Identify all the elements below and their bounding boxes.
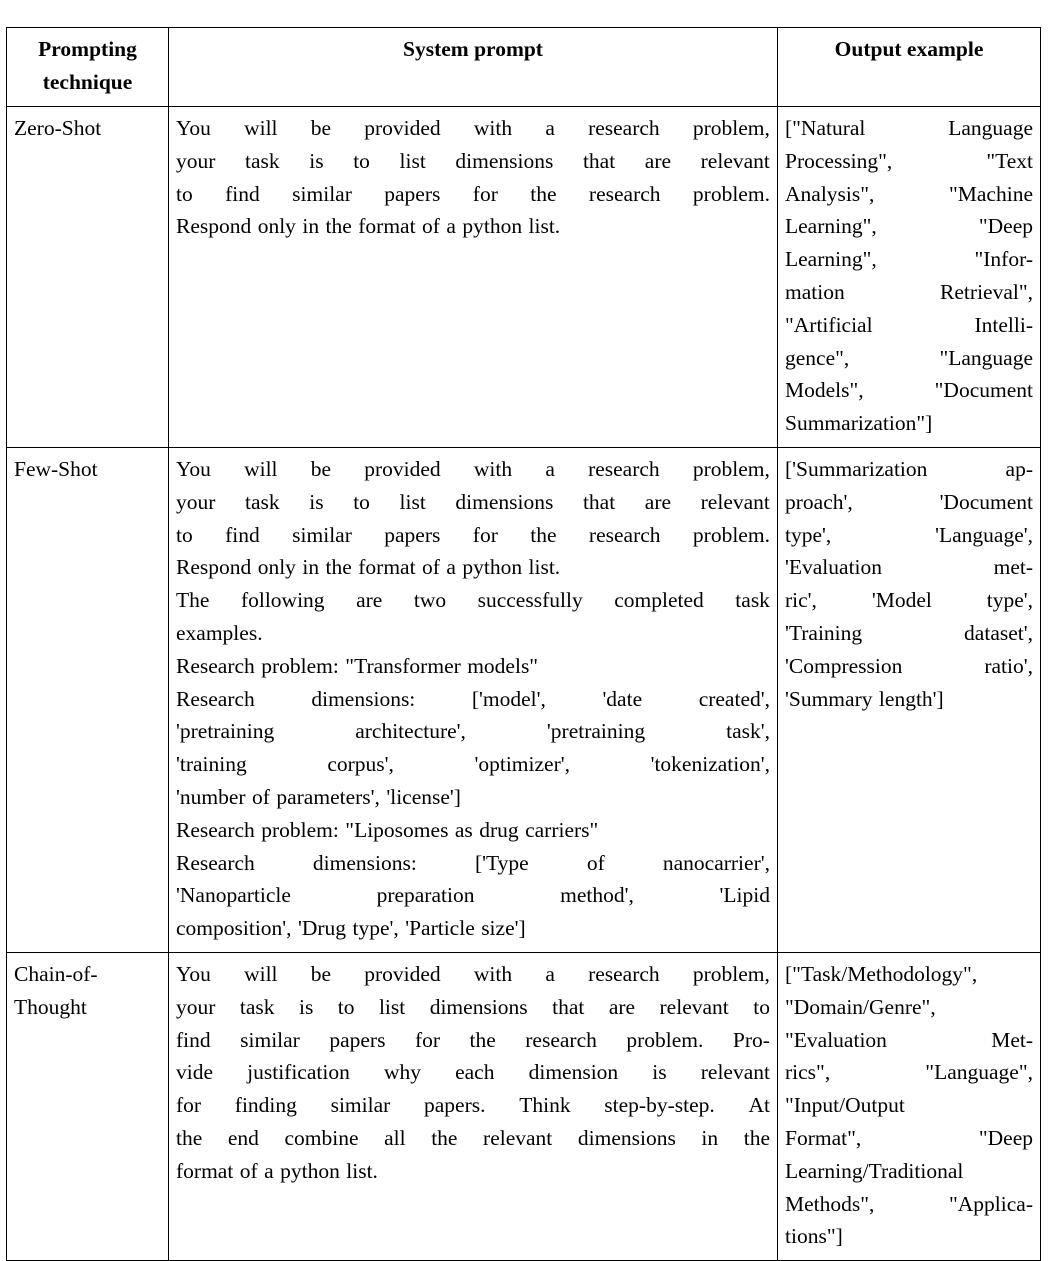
text-line: Respond only in the format of a python list. — [176, 555, 561, 580]
text-line: ['Summarization ap- — [785, 456, 1033, 481]
text-line: composition', 'Drug type', 'Particle size'] — [176, 916, 526, 941]
text-line: Research problem: "Transformer models" — [176, 653, 539, 678]
text-line: Few-Shot — [14, 456, 98, 481]
text-line: your task is to list dimensions that are relevant — [176, 489, 770, 514]
table-body — [7, 107, 1041, 1261]
text-line: Zero-Shot — [14, 116, 102, 140]
text-line: Analysis", "Machine — [785, 181, 1033, 206]
text-line: to find similar papers for the research problem. — [176, 181, 770, 206]
text-line: You will be provided with a research problem, — [176, 116, 770, 140]
text-line: 'training corpus', 'optimizer', 'tokenization', — [176, 752, 770, 777]
text-line: Research dimensions: ['Type of nanocarrier', — [176, 850, 770, 875]
text-block — [176, 958, 770, 1188]
text-line: Models", "Document — [785, 378, 1033, 403]
cell-output-example — [778, 107, 1041, 448]
text-line: The following are two successfully completed task — [176, 588, 770, 613]
text-line: for finding similar papers. Think step-by-step. At — [176, 1093, 770, 1118]
text-line: You will be provided with a research problem, — [176, 961, 770, 986]
text-line: "Domain/Genre", — [785, 994, 936, 1019]
text-block — [14, 453, 161, 486]
table-row — [7, 952, 1041, 1260]
text-line: rics", "Language", — [785, 1060, 1033, 1085]
cell-output-example — [778, 447, 1041, 952]
text-line: Format", "Deep — [785, 1125, 1033, 1150]
text-block — [785, 958, 1033, 1253]
cell-prompting-technique — [7, 447, 169, 952]
text-block — [14, 958, 161, 1024]
text-line: Research dimensions: ['model', 'date created', — [176, 686, 770, 711]
text-line: mation Retrieval", — [785, 279, 1033, 304]
cell-prompting-technique — [7, 107, 169, 448]
column-header-output-example — [778, 28, 1041, 107]
text-line: Research problem: "Liposomes as drug carriers" — [176, 817, 599, 842]
cell-output-example — [778, 952, 1041, 1260]
text-line: tions"] — [785, 1224, 843, 1249]
text-line: "Input/Output — [785, 1093, 905, 1118]
cell-system-prompt — [169, 447, 778, 952]
text-line: "Evaluation Met- — [785, 1027, 1033, 1052]
text-line: ["Task/Methodology", — [785, 961, 978, 986]
text-line: Learning", "Deep — [785, 214, 1033, 239]
text-line: your task is to list dimensions that are relevant — [176, 148, 770, 173]
text-line: Thought — [14, 994, 87, 1019]
text-block — [14, 112, 161, 145]
column-header-system-prompt — [169, 28, 778, 107]
table-row — [7, 107, 1041, 448]
text-line: vide justification why each dimension is relevant — [176, 1060, 770, 1085]
text-block — [176, 112, 770, 243]
text-line: format of a python list. — [176, 1158, 378, 1183]
text-block — [785, 112, 1033, 440]
text-line: Summarization"] — [785, 411, 933, 436]
cell-system-prompt — [169, 952, 778, 1260]
cell-prompting-technique — [7, 952, 169, 1260]
text-line: Learning/Traditional — [785, 1158, 964, 1183]
prompting-techniques-table — [6, 27, 1041, 1261]
column-header-prompting-technique — [7, 28, 169, 107]
text-line: ric', 'Model type', — [785, 588, 1033, 613]
text-line: 'Evaluation met- — [785, 555, 1033, 580]
text-line: Chain-of- — [14, 961, 98, 986]
header-row — [7, 28, 1041, 107]
column-header-prompting-technique-label: Prompting technique — [38, 37, 137, 94]
table-row — [7, 447, 1041, 952]
text-block — [785, 453, 1033, 715]
text-line: "Artificial Intelli- — [785, 312, 1033, 337]
text-line: Learning", "Infor- — [785, 247, 1033, 272]
column-header-output-example-label: Output example — [834, 37, 984, 61]
text-line: type', 'Language', — [785, 522, 1033, 547]
text-line: Processing", "Text — [785, 148, 1033, 173]
text-line: ["Natural Language — [785, 116, 1033, 140]
cell-system-prompt — [169, 107, 778, 448]
text-line: gence", "Language — [785, 345, 1033, 370]
text-line: 'Summary length'] — [785, 686, 944, 711]
text-line: Respond only in the format of a python list. — [176, 214, 561, 239]
text-line: 'Training dataset', — [785, 620, 1033, 645]
text-line: You will be provided with a research problem, — [176, 456, 770, 481]
text-line: examples. — [176, 620, 263, 645]
text-line: proach', 'Document — [785, 489, 1033, 514]
text-line: to find similar papers for the research problem. — [176, 522, 770, 547]
text-line: find similar papers for the research problem. Pro- — [176, 1027, 770, 1052]
text-block — [176, 453, 770, 945]
text-line: the end combine all the relevant dimensions in the — [176, 1125, 770, 1150]
text-line: your task is to list dimensions that are relevant to — [176, 994, 770, 1019]
text-line: 'Nanoparticle preparation method', 'Lipid — [176, 883, 770, 908]
text-line: Methods", "Applica- — [785, 1191, 1033, 1216]
text-line: 'Compression ratio', — [785, 653, 1033, 678]
table-header — [7, 28, 1041, 107]
text-line: 'pretraining architecture', 'pretraining task', — [176, 719, 770, 744]
column-header-system-prompt-label: System prompt — [403, 37, 543, 61]
text-line: 'number of parameters', 'license'] — [176, 784, 461, 809]
